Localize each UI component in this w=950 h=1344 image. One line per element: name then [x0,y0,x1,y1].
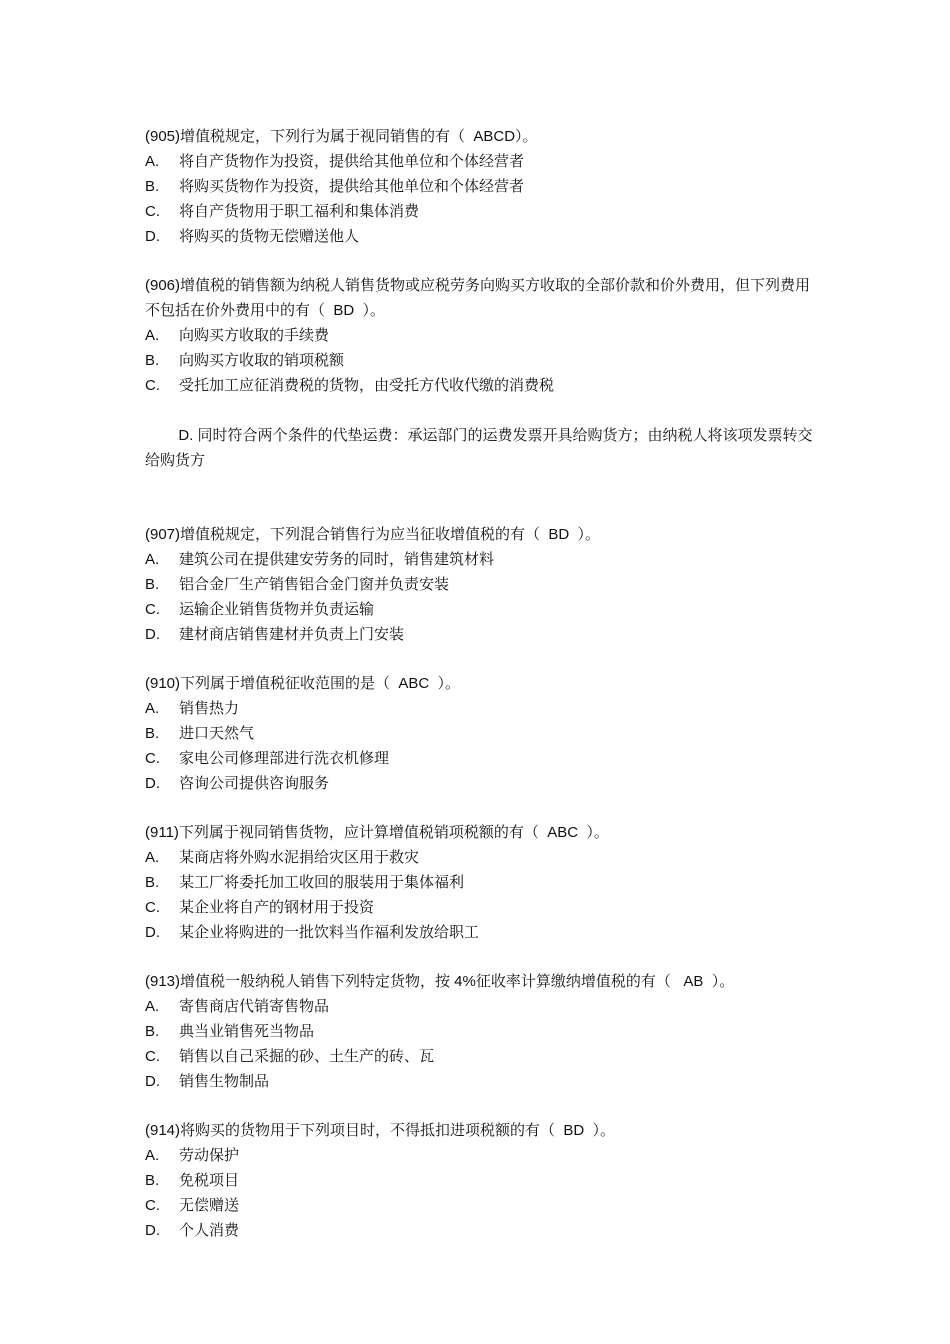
question-913 [145,969,815,1094]
question-stem: (913)增值税一般纳税人销售下列特定货物，按 4%征收率计算缴纳增值税的有（ AB ）。 [145,973,735,990]
option-letter: A. [145,849,160,866]
option-text: 将自产货物作为投资，提供给其他单位和个体经营者 [179,153,525,170]
question-stem: (914)将购买的货物用于下列项目时，不得抵扣进项税额的有（ BD ）。 [145,1122,616,1139]
question-910 [145,671,815,796]
option-b [145,348,815,373]
option-letter: D. [145,1073,160,1090]
question-list [145,124,815,1267]
option-a [145,845,815,870]
question-911 [145,820,815,945]
option-letter: B. [145,178,160,195]
option-letter: D. [145,924,160,941]
option-text: 建筑公司在提供建安劳务的同时，销售建筑材料 [179,551,495,568]
option-letter: A. [145,551,160,568]
option-letter: D. [145,228,160,245]
option-text: 销售生物制品 [179,1073,270,1090]
option-text: 家电公司修理部进行洗衣机修理 [179,750,390,767]
option-d [145,622,815,647]
option-a [145,696,815,721]
option-text: 典当业销售死当物品 [179,1023,315,1040]
option-text: 劳动保护 [179,1147,240,1164]
option-letter: B. [145,1172,160,1189]
option-letter: A. [145,998,160,1015]
option-letter: C. [145,377,160,394]
question-stem: (906)增值税的销售额为纳税人销售货物或应税劳务向购买方收取的全部价款和价外费用，但下列费用不包括在价外费用中的有（ BD ）。 [145,277,811,319]
option-text: 免税项目 [179,1172,240,1189]
option-letter: A. [145,153,160,170]
option-letter: A. [145,700,160,717]
option-text: 销售热力 [179,700,240,717]
option-text: 个人消费 [179,1222,240,1239]
option-text: 寄售商店代销寄售物品 [179,998,330,1015]
option-b [145,1168,815,1193]
question-stem: (910)下列属于增值税征收范围的是（ ABC ）。 [145,675,461,692]
option-text: 某工厂将委托加工收回的服装用于集体福利 [179,874,465,891]
option-text: 建材商店销售建材并负责上门安装 [179,626,405,643]
option-b [145,721,815,746]
option-text: 将购买的货物无偿赠送他人 [179,228,360,245]
option-letter: D. [178,427,194,444]
option-letter: C. [145,750,160,767]
option-a [145,994,815,1019]
option-text: 受托加工应征消费税的货物，由受托方代收代缴的消费税 [179,377,555,394]
option-c [145,895,815,920]
option-letter: C. [145,601,160,618]
option-letter: D. [145,626,160,643]
option-c [145,199,815,224]
question-stem: (905)增值税规定，下列行为属于视同销售的有（ ABCD）。 [145,128,538,145]
question-907 [145,522,815,647]
option-a [145,149,815,174]
option-letter: B. [145,1023,160,1040]
option-a [145,547,815,572]
option-letter: C. [145,1197,160,1214]
option-d [145,920,815,945]
option-text: 某企业将购进的一批饮料当作福利发放给职工 [179,924,480,941]
question-stem: (911)下列属于视同销售货物，应计算增值税销项税额的有（ ABC ）。 [145,824,609,841]
option-letter: D. [145,775,160,792]
option-letter: B. [145,576,160,593]
option-d [145,1069,815,1094]
option-b [145,870,815,895]
option-text: 同时符合两个条件的代垫运费：承运部门的运费发票开具给购货方；由纳税人将该项发票转交给购货方 [145,427,813,469]
option-c [145,746,815,771]
question-stem: (907)增值税规定，下列混合销售行为应当征收增值税的有（ BD ）。 [145,526,601,543]
option-c [145,1044,815,1069]
option-text: 某企业将自产的钢材用于投资 [179,899,375,916]
option-b [145,1019,815,1044]
option-text: 咨询公司提供咨询服务 [179,775,330,792]
option-text: 销售以自己采掘的砂、土生产的砖、瓦 [179,1048,435,1065]
option-letter: B. [145,725,160,742]
option-c [145,373,815,398]
option-d [145,398,815,498]
option-letter: B. [145,352,160,369]
option-a [145,1143,815,1168]
option-a [145,323,815,348]
question-906 [145,273,815,498]
option-letter: D. [145,1222,160,1239]
option-b [145,174,815,199]
option-text: 向购买方收取的销项税额 [179,352,345,369]
option-text: 向购买方收取的手续费 [179,327,330,344]
option-letter: C. [145,899,160,916]
option-letter: C. [145,1048,160,1065]
option-d [145,771,815,796]
option-b [145,572,815,597]
option-letter: A. [145,1147,160,1164]
option-letter: A. [145,327,160,344]
option-text: 进口天然气 [179,725,255,742]
question-905 [145,124,815,249]
option-text: 运输企业销售货物并负责运输 [179,601,375,618]
option-letter: C. [145,203,160,220]
option-text: 将购买货物作为投资，提供给其他单位和个体经营者 [179,178,525,195]
question-914 [145,1118,815,1243]
option-text: 某商店将外购水泥捐给灾区用于救灾 [179,849,420,866]
option-c [145,597,815,622]
option-text: 铝合金厂生产销售铝合金门窗并负责安装 [179,576,450,593]
option-text: 将自产货物用于职工福利和集体消费 [179,203,420,220]
option-c [145,1193,815,1218]
option-d [145,1218,815,1243]
option-letter: B. [145,874,160,891]
option-d [145,224,815,249]
option-text: 无偿赠送 [179,1197,240,1214]
